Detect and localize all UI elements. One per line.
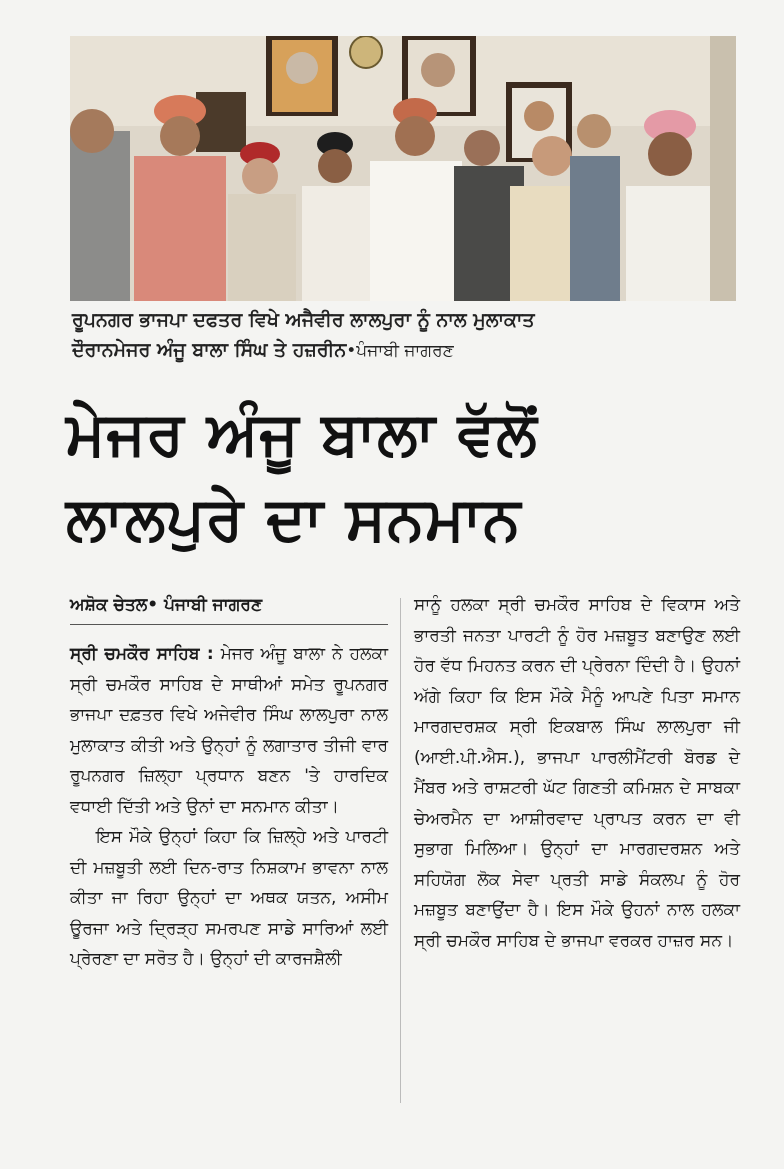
column-divider [400, 598, 401, 1103]
headline [66, 392, 766, 562]
article-paragraph-2: ਇਸ ਮੌਕੇ ਉਨ੍ਹਾਂ ਕਿਹਾ ਕਿ ਜ਼ਿਲ੍ਹੇ ਅਤੇ ਪਾਰਟੀ ਦੀ ਮਜ਼ਬੂਤੀ ਲਈ ਦਿਨ-ਰਾਤ ਨਿਸ਼ਕਾਮ ਭਾਵਨਾ ਨਾਲ ਕੀਤਾ ਜਾ ਰਿਹਾ ਉਨ੍ਹਾਂ ਦਾ ਅਥਕ ਯਤਨ, ਅਸੀਮ ਊਰਜਾ ਅਤੇ ਦ੍ਰਿੜ੍ਹ ਸਮਰਪਣ ਸਾਡੇ ਸਾਰਿਆਂ ਲਈ ਪ੍ਰੇਰਣਾ ਦਾ ਸਰੋਤ ਹੈ। ਉਨ੍ਹਾਂ ਦੀ ਕਾਰਜਸ਼ੈਲੀ [70, 827, 388, 969]
paragraph-1-text: ਮੇਜਰ ਅੰਜੂ ਬਾਲਾ ਨੇ ਹਲਕਾ ਸ੍ਰੀ ਚਮਕੌਰ ਸਾਹਿਬ ਦੇ ਸਾਥੀਆਂ ਸਮੇਤ ਰੂਪਨਗਰ ਭਾਜਪਾ ਦਫ਼ਤਰ ਵਿਖੇ ਅਜੇਵੀਰ ਸਿੰਘ ਲਾਲਪੁਰਾ ਨਾਲ ਮੁਲਾਕਾਤ ਕੀਤੀ ਅਤੇ ਉਨ੍ਹਾਂ ਨੂੰ ਲਗਾਤਾਰ ਤੀਜੀ ਵਾਰ ਰੂਪਨਗਰ ਜ਼ਿਲ੍ਹਾ ਪ੍ਰਧਾਨ ਬਣਨ 'ਤੇ ਹਾਰਦਿਕ ਵਧਾਈ ਦਿੱਤੀ ਅਤੇ ਉਨਾਂ ਦਾ ਸਨਮਾਨ ਕੀਤਾ। [70, 644, 389, 817]
news-photo [70, 36, 736, 301]
caption-credit: •ਪੰਜਾਬੀ ਜਾਗਰਣ [346, 341, 454, 361]
article-paragraph-3: ਸਾਨੂੰ ਹਲਕਾ ਸ੍ਰੀ ਚਮਕੌਰ ਸਾਹਿਬ ਦੇ ਵਿਕਾਸ ਅਤੇ ਭਾਰਤੀ ਜਨਤਾ ਪਾਰਟੀ ਨੂੰ ਹੋਰ ਮਜ਼ਬੂਤ ਬਣਾਉਣ ਲਈ ਹੋਰ ਵੱਧ ਮਿਹਨਤ ਕਰਨ ਦੀ ਪ੍ਰੇਰਨਾ ਦਿੰਦੀ ਹੈ। ਉਹਨਾਂ ਅੱਗੇ ਕਿਹਾ ਕਿ ਇਸ ਮੌਕੇ ਮੈਨੂੰ ਆਪਣੇ ਪਿਤਾ ਸਮਾਨ ਮਾਰਗਦਰਸ਼ਕ ਸ੍ਰੀ ਇਕਬਾਲ ਸਿੰਘ ਲਾਲਪੁਰਾ ਜੀ (ਆਈ.ਪੀ.ਐਸ.), ਭਾਜਪਾ ਪਾਰਲੀਮੈਂਟਰੀ ਬੋਰਡ ਦੇ ਮੈਂਬਰ ਅਤੇ ਰਾਸ਼ਟਰੀ ਘੱਟ ਗਿਣਤੀ ਕਮਿਸ਼ਨ ਦੇ ਸਾਬਕਾ ਚੇਅਰਮੈਨ ਦਾ ਆਸ਼ੀਰਵਾਦ ਪ੍ਰਾਪਤ ਕਰਨ ਦਾ ਵੀ ਸੁਭਾਗ ਮਿਲਿਆ। ਉਨ੍ਹਾਂ ਦਾ ਮਾਰਗਦਰਸ਼ਨ ਅਤੇ ਸਹਿਯੋਗ ਲੋਕ ਸੇਵਾ ਪ੍ਰਤੀ ਸਾਡੇ ਸੰਕਲਪ ਨੂੰ ਹੋਰ ਮਜ਼ਬੂਤ ਬਣਾਉਂਦਾ ਹੈ। ਇਸ ਮੌਕੇ ਉਹਨਾਂ ਨਾਲ ਹਲਕਾ ਸ੍ਰੀ ਚਮਕੌਰ ਸਾਹਿਬ ਦੇ ਭਾਜਪਾ ਵਰਕਰ ਹਾਜ਼ਰ ਸਨ। [414, 595, 740, 951]
caption-line-1: ਰੂਪਨਗਰ ਭਾਜਪਾ ਦਫਤਰ ਵਿਖੇ ਅਜੈਵੀਰ ਲਾਲਪੁਰਾ ਨੂੰ ਨਾਲ ਮੁਲਾਕਾਤ [72, 309, 535, 331]
headline-line-2: ਲਾਲਪੁਰੇ ਦਾ ਸਨਮਾਨ [66, 484, 522, 554]
photo-caption [72, 305, 732, 366]
byline-divider [70, 624, 388, 625]
article-column-left [70, 590, 388, 975]
byline: ਅਸ਼ੋਕ ਚੇਤਲ• ਪੰਜਾਬੀ ਜਾਗਰਣ [70, 595, 263, 615]
headline-line-1: ਮੇਜਰ ਅੰਜੂ ਬਾਲਾ ਵੱਲੋਂ [66, 399, 538, 469]
caption-line-2 [72, 335, 732, 366]
article-column-right [414, 590, 740, 956]
article-paragraph-1 [70, 639, 388, 822]
caption-text: ਦੌਰਾਨਮੇਜਰ ਅੰਜੂ ਬਾਲਾ ਸਿੰਘ ਤੇ ਹਜ਼ਰੀਨ [72, 339, 347, 361]
dateline: ਸ੍ਰੀ ਚਮਕੌਰ ਸਾਹਿਬ : [70, 644, 214, 664]
group-photo-icon [70, 36, 736, 301]
